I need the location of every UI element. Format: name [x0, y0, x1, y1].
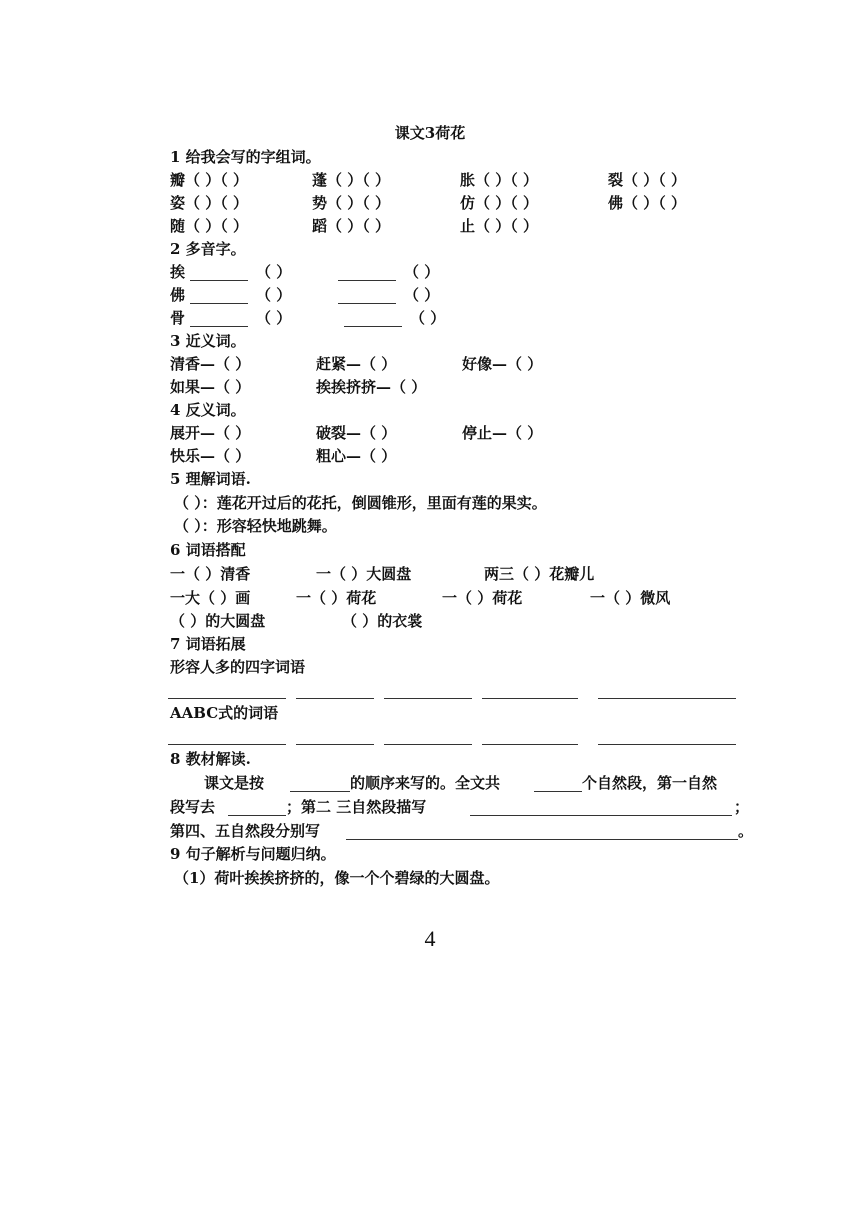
s1-row-2	[170, 192, 760, 215]
s8-text: ；	[734, 798, 750, 816]
s8-line-2	[170, 796, 750, 819]
s2-paren: （ ）	[256, 309, 292, 327]
s6-item: （ ）的大圆盘	[170, 612, 266, 630]
section-3-heading: 3 近义词。	[170, 332, 246, 350]
s8-text: ；第二 三自然段描写	[286, 798, 427, 816]
s1-item: 随（ ）（ ）	[170, 217, 248, 235]
s6-row-3	[170, 610, 570, 633]
s4-row-1	[170, 422, 620, 445]
s8-text: 第四、五自然段分别写	[170, 822, 321, 840]
section-2-heading: 2 多音字。	[170, 240, 246, 258]
answer-line[interactable]	[482, 698, 578, 699]
s7-label-four-char: 形容人多的四字词语	[170, 658, 306, 676]
section-4-heading: 4 反义词。	[170, 401, 246, 419]
s8-text: 。	[738, 822, 754, 840]
s8-text: 课文是按	[204, 774, 265, 792]
s6-row-1	[170, 563, 730, 586]
s6-row-2	[170, 587, 740, 610]
answer-blank[interactable]	[190, 286, 248, 304]
answer-line[interactable]	[598, 698, 736, 699]
answer-blank[interactable]	[534, 774, 582, 792]
s6-item: 一（ ）荷花	[296, 589, 377, 607]
page-number: 4	[424, 926, 436, 951]
section-6-heading: 6 词语搭配	[170, 541, 246, 559]
section-5-heading: 5 理解词语.	[170, 470, 251, 488]
s4-item: 展开—（ ）	[170, 424, 251, 442]
page-title: 课文3荷花	[394, 124, 466, 142]
answer-blank[interactable]	[338, 263, 396, 281]
s1-row-1	[170, 169, 760, 192]
s8-line-3	[170, 820, 754, 843]
s2-paren: （ ）	[404, 286, 440, 304]
answer-line[interactable]	[296, 744, 374, 745]
s3-item: 好像—（ ）	[462, 355, 543, 373]
section-7-heading: 7 词语拓展	[170, 635, 246, 653]
section-8-heading: 8 教材解读.	[170, 750, 251, 768]
s4-row-2	[170, 445, 620, 468]
s1-item: 瓣（ ）（ ）	[170, 171, 248, 189]
s1-item: 佛（ ）（ ）	[608, 194, 686, 212]
s2-paren: （ ）	[410, 309, 446, 327]
s1-item: 止（ ）（ ）	[460, 217, 538, 235]
s3-item: 清香—（ ）	[170, 355, 251, 373]
s3-item: 赶紧—（ ）	[316, 355, 397, 373]
s2-char: 挨	[170, 263, 186, 281]
s3-row-2	[170, 376, 620, 399]
s6-item: 一（ ）荷花	[442, 589, 523, 607]
answer-blank[interactable]	[338, 286, 396, 304]
s2-paren: （ ）	[404, 263, 440, 281]
answer-line[interactable]	[168, 744, 286, 745]
s4-item: 粗心—（ ）	[316, 447, 397, 465]
s3-row-1	[170, 353, 620, 376]
s8-line-1	[170, 772, 750, 795]
answer-line[interactable]	[384, 744, 472, 745]
s4-item: 停止—（ ）	[462, 424, 543, 442]
answer-blank[interactable]	[228, 798, 286, 816]
s6-item: 一（ ）微风	[590, 589, 671, 607]
s2-char: 佛	[170, 286, 186, 304]
s5-item: （ ）：莲花开过后的花托，倒圆锥形，里面有莲的果实。	[174, 494, 547, 512]
s4-item: 破裂—（ ）	[316, 424, 397, 442]
answer-blank[interactable]	[470, 798, 732, 816]
s8-text: 个自然段，第一自然	[582, 774, 718, 792]
answer-blank[interactable]	[346, 822, 738, 840]
s2-row-2	[170, 284, 490, 307]
answer-blank[interactable]	[190, 263, 248, 281]
s6-item: （ ）的衣裳	[342, 612, 423, 630]
s4-item: 快乐—（ ）	[170, 447, 251, 465]
s8-text: 段写去	[170, 798, 216, 816]
s1-item: 裂（ ）（ ）	[608, 171, 686, 189]
answer-line[interactable]	[384, 698, 472, 699]
section-1-heading: 1 给我会写的字组词。	[170, 148, 321, 166]
s6-item: 一大（ ）画	[170, 589, 251, 607]
answer-line[interactable]	[296, 698, 374, 699]
s2-row-1	[170, 261, 490, 284]
answer-line[interactable]	[598, 744, 736, 745]
s2-char: 骨	[170, 309, 186, 327]
s1-item: 仿（ ）（ ）	[460, 194, 538, 212]
s1-item: 胀（ ）（ ）	[460, 171, 538, 189]
answer-blank[interactable]	[290, 774, 350, 792]
s7-label-aabc: AABC式的词语	[170, 704, 279, 722]
s9-item: （1）荷叶挨挨挤挤的，像一个个碧绿的大圆盘。	[174, 869, 500, 887]
s6-item: 两三（ ）花瓣儿	[484, 565, 595, 583]
s6-item: 一（ ）大圆盘	[316, 565, 412, 583]
answer-blank[interactable]	[190, 309, 248, 327]
answer-blank[interactable]	[344, 309, 402, 327]
s3-item: 挨挨挤挤—（ ）	[316, 378, 427, 396]
s8-text: 的顺序来写的。全文共	[350, 774, 501, 792]
answer-line[interactable]	[168, 698, 286, 699]
s1-item: 蓬（ ）（ ）	[312, 171, 390, 189]
s1-item: 姿（ ）（ ）	[170, 194, 248, 212]
s2-paren: （ ）	[256, 263, 292, 281]
section-9-heading: 9 句子解析与问题归纳。	[170, 845, 336, 863]
s3-item: 如果—（ ）	[170, 378, 251, 396]
s5-item: （ ）：形容轻快地跳舞。	[174, 517, 337, 535]
s1-item: 蹈（ ）（ ）	[312, 217, 390, 235]
answer-line[interactable]	[482, 744, 578, 745]
s6-item: 一（ ）清香	[170, 565, 251, 583]
s1-item: 势（ ）（ ）	[312, 194, 390, 212]
s2-row-3	[170, 307, 490, 330]
s1-row-3	[170, 215, 760, 238]
s2-paren: （ ）	[256, 286, 292, 304]
